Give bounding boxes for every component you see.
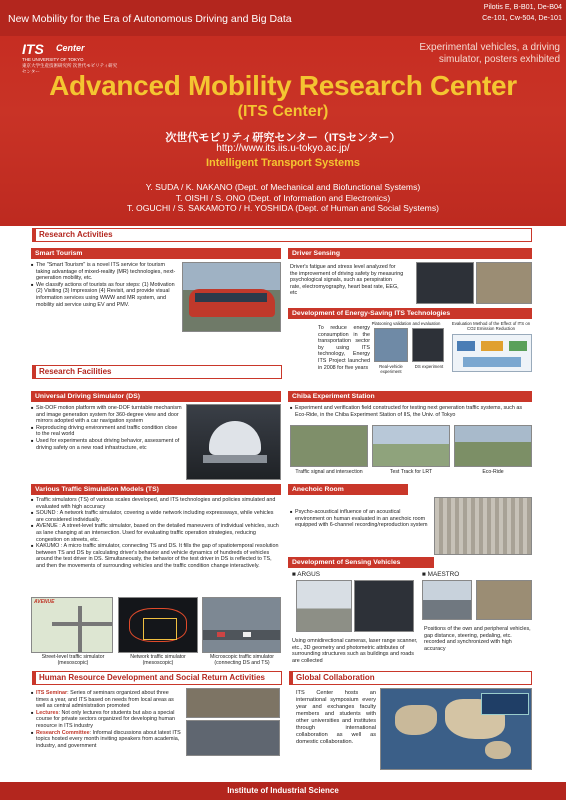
real-vehicle-label: Real-vehicle experiment	[379, 364, 403, 374]
center-url[interactable]: http://www.its.iis.u-tokyo.ac.jp/	[216, 143, 350, 154]
ts-bullet-2: ■ SOUND : A network traffic simulator, covering a wide network including expressways, while vehicles are considered individually .	[31, 510, 281, 523]
caption-network-sim	[118, 654, 198, 666]
ds-platform-shape	[203, 455, 267, 463]
ds-dome-shape	[209, 421, 261, 455]
anechoic-bullet-1: ■ Psycho-acoustical influence of an acoustical environment on human evaluated in an anechoic room equipped with 6-channel recording/reproduction system	[290, 509, 430, 529]
caption-network-sim-line2: (mesoscopic)	[142, 660, 174, 666]
anechoic-room-photo	[434, 497, 532, 555]
caption-street-sim-line1: Street-level traffic simulator	[41, 654, 105, 660]
caption-network-sim-line1: Network traffic simulator	[130, 654, 186, 660]
diagram-block-4	[463, 357, 521, 367]
footer-bar	[0, 782, 566, 800]
ds-experiment-label: DS experiment	[414, 364, 444, 369]
its-full-name: Intelligent Transport Systems	[205, 157, 361, 169]
argus-photo-2	[354, 580, 414, 632]
caption-street-sim-line2: (mesoscopic)	[57, 660, 89, 666]
maestro-photo-1	[422, 580, 472, 620]
chiba-photo-intersection	[290, 425, 368, 467]
caption-micro-sim-line2: (connecting DS and TS)	[214, 660, 270, 666]
network-sim-image	[118, 597, 198, 653]
subsection-traffic-simulation: Various Traffic Simulation Models (TS)	[31, 484, 281, 495]
section-global-collaboration: Global Collaboration	[289, 671, 532, 685]
anechoic-room-text	[290, 509, 430, 529]
diagram-block-2	[481, 341, 503, 351]
micro-sim-image	[202, 597, 281, 653]
energy-saving-text: To reduce energy consumption in the transportation sector by using ITS technology, Energy ITS Project launched in 2008 for five years	[318, 325, 370, 371]
diagram-block-1	[457, 341, 475, 351]
smart-tourism-bullet-1: ■ The "Smart Tourism" is a novel ITS service for tourism taking advantage of mixed-reality (MR) technologies, next-generation mobility, etc.	[31, 262, 179, 282]
map-legend	[481, 693, 529, 715]
hrd-bullet-3	[31, 730, 181, 750]
ts-bullet-1: ■ Traffic simulators (TS) of various scales developed, and ITS technologies and policies simulated and evaluated with high accuracy	[31, 497, 281, 510]
logo-its-text: ITS	[22, 41, 44, 57]
poster-subtitle: (ITS Center)	[237, 103, 329, 120]
argus-description: Using omnidirectional cameras, laser range scanner, etc., 3D geometry and photometric attributes of surrounding structures such as buildings and roads are collected	[292, 638, 418, 664]
avenue-logo: AVENUE	[34, 599, 55, 605]
logo-japanese: 東京大学生産技術研究所 次世代モビリティ研究センター	[22, 63, 118, 74]
uds-bullet-2: ■ Reproducing driving environment and traffic condition close to the real world	[31, 425, 183, 438]
argus-name: ARGUS	[297, 571, 321, 578]
caption-chiba-intersection: Traffic signal and intersection	[295, 469, 363, 475]
micro-road	[203, 630, 281, 640]
chiba-station-text	[290, 405, 532, 418]
ts-bullet-3: ■ AVENUE : A street-level traffic simulator, based on the detailed maneuvers of individual vehicles, such as lane changing at an intersection. Used for evaluating traffic operation strategies, reducing congestion on streets, etc.	[31, 523, 281, 543]
co2-evaluation-diagram	[452, 334, 532, 372]
driver-sensing-photo-1	[416, 262, 474, 304]
smart-tourism-text	[31, 262, 179, 308]
poster-title: Advanced Mobility Research Center	[49, 70, 517, 101]
hrd-text	[31, 690, 181, 749]
poster-title-japanese: 次世代モビリティ研究センター（ITSセンター）	[165, 132, 401, 144]
argus-label: ■ ARGUS	[292, 571, 321, 578]
caption-micro-sim	[200, 654, 284, 666]
global-collaboration-map	[380, 688, 532, 770]
subsection-driver-sensing: Driver Sensing	[288, 248, 532, 259]
smart-tourism-ev-photo	[182, 262, 281, 332]
chiba-photo-ecoride	[454, 425, 532, 467]
hrd-seminar-photo-2	[186, 720, 280, 756]
driver-sensing-photo-2	[476, 262, 532, 304]
street-level-sim-image	[31, 597, 113, 653]
booth-location	[452, 2, 562, 23]
subsection-sensing-vehicles: Development of Sensing Vehicles	[288, 557, 434, 568]
authors	[0, 182, 566, 214]
chiba-bullet-1: ■ Experiment and verification field constructed for testing next generation traffic systems, such as Eco-Ride, in the Chiba Experiment Station of IIS, the Univ. of Tokyo	[290, 405, 532, 418]
authors-line3: T. OGUCHI / S. SAKAMOTO / H. YOSHIDA (Dept. of Human and Social Systems)	[126, 203, 439, 213]
hrd-bullet-1-label: ITS Seminar	[36, 690, 68, 696]
subsection-chiba-station: Chiba Experiment Station	[288, 391, 532, 402]
street-road-v	[78, 606, 82, 652]
exhibit-note	[380, 42, 560, 66]
exhibit-line2: simulator, posters exhibited	[438, 54, 560, 65]
booth-location-line1: Pilotis E, B-B01, De-B04	[483, 2, 562, 11]
its-center-logo	[22, 41, 118, 74]
universal-ds-text	[31, 405, 183, 451]
uds-bullet-1: ■ Six-DOF motion platform with one-DOF turntable mechanism and image generation system for 360-degree view and door mirrors adopted with a car navigation system	[31, 405, 183, 425]
maestro-name: MAESTRO	[427, 571, 460, 578]
ev-bus-window	[195, 293, 267, 302]
section-human-resource: Human Resource Development and Social Return Activities	[32, 671, 282, 685]
ds-experiment-photo	[412, 328, 444, 362]
hrd-bullet-1	[31, 690, 181, 710]
subsection-energy-saving: Development of Energy-Saving ITS Technologies	[288, 308, 532, 319]
co2-evaluation-label: Evaluation Method of the Effect of ITS on CO2 Emission Reduction	[451, 321, 531, 331]
hrd-bullet-2-text: : Not only lectures for students but also a special course for private sectors organized for developing human resource in ITS industry	[36, 709, 176, 729]
network-line-2	[143, 618, 177, 640]
maestro-photo-2	[476, 580, 532, 620]
platooning-label: Platooning validation and evaluation	[371, 321, 441, 326]
global-collaboration-text: ITS Center hosts an international symposium every year and exchanges faculty members and students with other universities and institutes through international collaboration as well as domestic collaboration.	[296, 690, 376, 745]
logo-university: THE UNIVERSITY OF TOKYO	[22, 57, 84, 62]
hrd-bullet-2	[31, 710, 181, 730]
top-bar	[0, 0, 566, 36]
section-research-activities: Research Activities	[32, 228, 532, 242]
platooning-photo	[374, 328, 408, 362]
subsection-smart-tourism: Smart Tourism	[31, 248, 281, 259]
subsection-anechoic-room: Anechoic Room	[288, 484, 408, 495]
map-landmass-1	[395, 705, 437, 735]
diagram-block-3	[509, 341, 527, 351]
hrd-bullet-3-label: Research Committee	[36, 729, 90, 736]
maestro-label: ■ MAESTRO	[422, 571, 460, 578]
slogan: New Mobility for the Era of Autonomous Driving and Big Data	[8, 13, 292, 25]
subsection-universal-ds: Universal Driving Simulator (DS)	[31, 391, 281, 402]
universal-ds-photo	[186, 404, 281, 480]
argus-photo-1	[296, 580, 352, 632]
caption-street-sim	[29, 654, 117, 666]
institute-name: Institute of Industrial Science	[227, 786, 339, 795]
logo-center-text: Center	[56, 43, 85, 53]
driver-sensing-text: Driver's fatigue and stress level analyzed for the improvement of driving safety by measuring psychological signals, such as perspiration rate, electromyography, heart beat rate, EEG, etc	[290, 264, 404, 297]
uds-bullet-3: ■ Used for experiments about driving behavior, assessment of driving safety on a new road infrastructure, etc	[31, 438, 183, 451]
map-landmass-3	[485, 741, 511, 759]
authors-line1: Y. SUDA / K. NAKANO (Dept. of Mechanical and Biofunctional Systems)	[145, 182, 421, 192]
exhibit-line1: Experimental vehicles, a driving	[419, 42, 560, 53]
caption-chiba-lrt: Test Track for LRT	[389, 469, 433, 475]
maestro-description: Positions of the own and peripheral vehicles, gap distance, steering, pedaling, etc. recorded and synchronized with high accuracy	[424, 626, 531, 652]
hrd-bullet-2-label: Lectures	[36, 709, 59, 716]
hrd-bullet-3-text: : Informal discussions about latest ITS topics hosted every month inviting speakers from academia, industry, and government	[36, 729, 181, 749]
caption-chiba-ecoride: Eco-Ride	[482, 469, 504, 475]
section-research-facilities: Research Facilities	[32, 365, 282, 379]
hrd-bullet-1-text: : Series of seminars organized about three times a year, and ITS based on needs from local areas as well as central administration promoted	[36, 690, 174, 710]
caption-micro-sim-line1: Microscopic traffic simulator	[210, 654, 274, 660]
hrd-seminar-photo-1	[186, 688, 280, 718]
traffic-simulation-text	[31, 497, 281, 570]
street-road-h	[52, 622, 112, 626]
chiba-photo-lrt	[372, 425, 450, 467]
ts-bullet-4: ■ KAKUMO : A micro traffic simulator, connecting TS and DS. It fills the gap of spatiotemporal resolution between TS and DS by calculating driver's behavior and vehicle dynamics of hundreds of vehicles around the test driver in DS. Simultaneously, the behavior of the test driver in DS is reflected to TS, and then the movements of surrounding vehicles and the traffic condition change interactively.	[31, 543, 281, 569]
micro-car-1	[217, 632, 225, 637]
authors-line2: T. OISHI / S. ONO (Dept. of Information and Electronics)	[175, 192, 391, 203]
micro-car-2	[243, 632, 251, 637]
booth-location-line2: Ce-101, Cw-504, De-101	[482, 12, 562, 22]
smart-tourism-bullet-2: ■ We classify actions of tourists as four steps: (1) Motivation (2) Visiting (3) Impression (4) Revisit, and provide visual information services using WWW and MR system, and mobility aid service using EV and PMV.	[31, 282, 179, 308]
